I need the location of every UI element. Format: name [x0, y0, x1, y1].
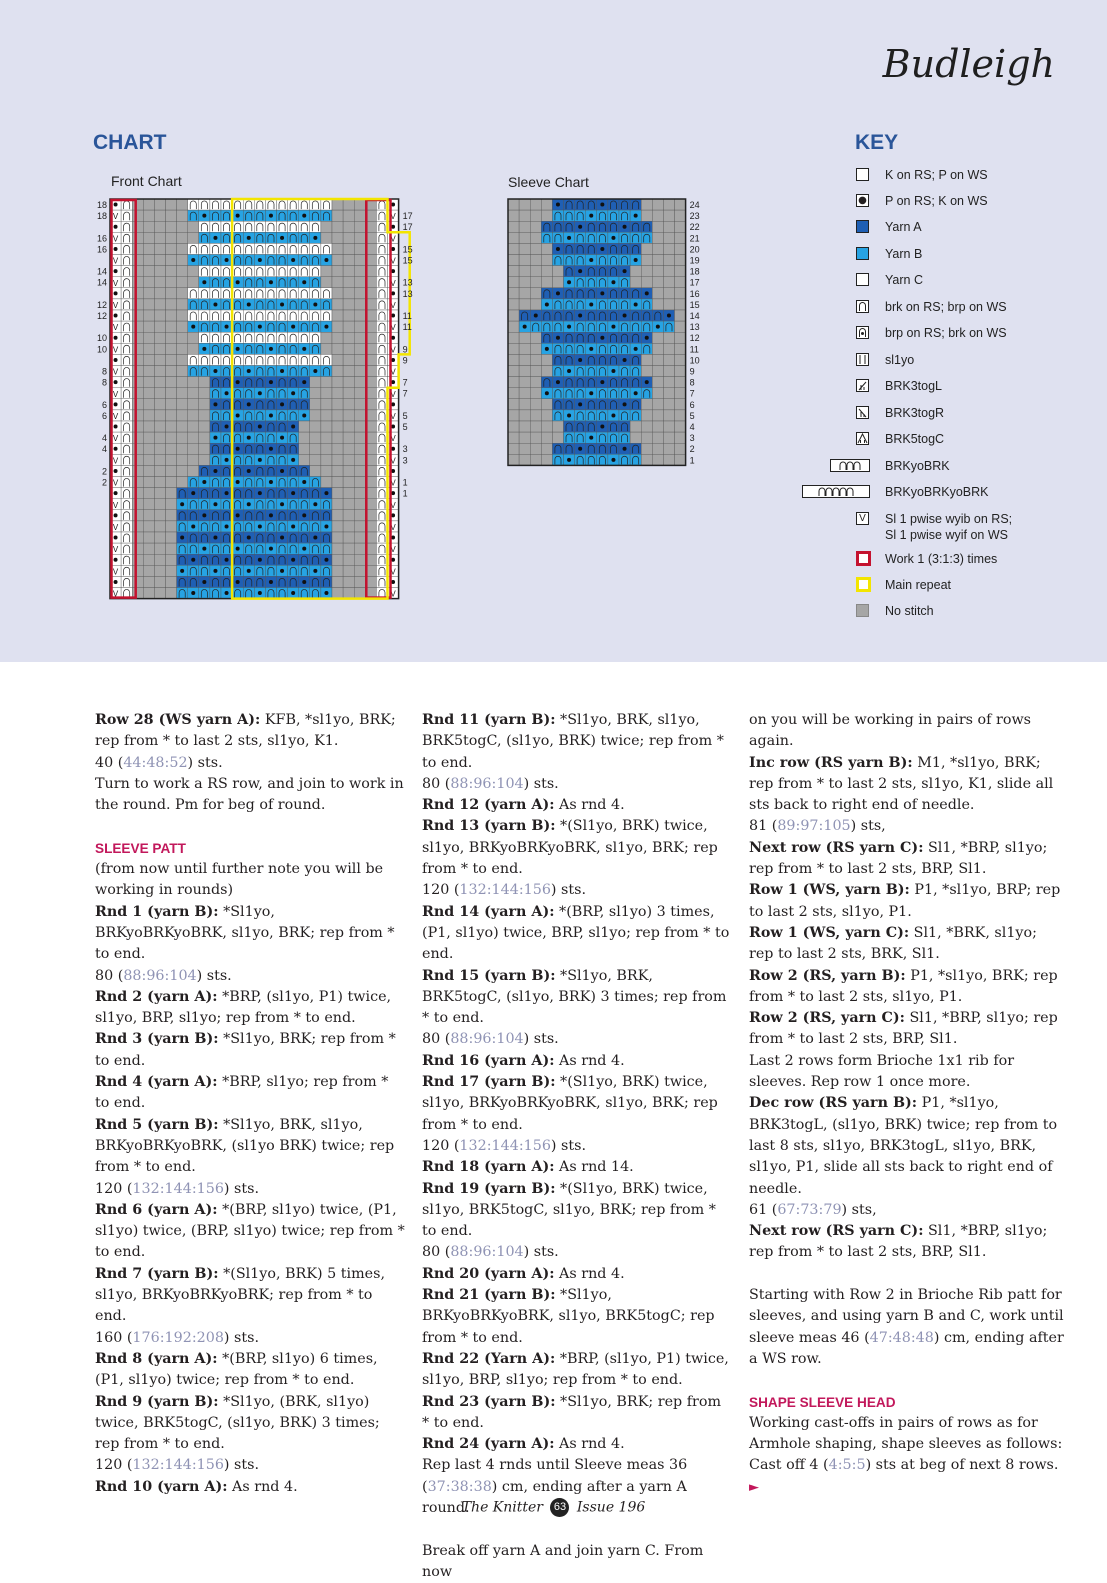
svg-text:V: V	[390, 589, 396, 599]
front-row-number: 6	[101, 399, 107, 410]
svg-text:V: V	[112, 278, 119, 288]
chart-heading: CHART	[93, 131, 167, 154]
key-item-brk3togl: BRK3togL	[798, 373, 1068, 399]
sleeve-row-number: 7	[689, 388, 695, 399]
front-row-number: 5	[402, 422, 408, 432]
sleeve-row-number: 22	[689, 222, 700, 233]
front-row-number: 15	[402, 255, 413, 266]
issue-number: Issue 196	[576, 1499, 646, 1516]
shape-sleeve-head-heading: SHAPE SLEEVE HEAD	[749, 1394, 896, 1410]
stitch-count: 120 (132:144:156) sts.	[422, 1137, 587, 1154]
svg-text:V: V	[390, 545, 396, 555]
rnd-13: Rnd 13 (yarn B): *(Sl1yo, BRK) twice, sl1yo, BRKyoBRKyoBRK, sl1yo, BRK; rep from * to end.	[422, 818, 718, 878]
front-row-number: 13	[402, 288, 413, 299]
continue-note: on you will be working in pairs of rows again.	[749, 712, 1032, 750]
svg-text:V: V	[390, 301, 396, 310]
front-row-number: 10	[96, 333, 107, 344]
magazine-name: The Knitter	[461, 1499, 543, 1516]
svg-text:V: V	[390, 256, 396, 266]
front-row-number: 8	[101, 377, 107, 388]
key-item-brk3togr: BRK3togR	[798, 400, 1068, 426]
sleeve-chart-cells	[508, 199, 686, 465]
yarn-a-swatch-icon	[856, 220, 869, 233]
sleeve-row-number: 12	[689, 333, 700, 344]
sleeve-row-number: 14	[689, 311, 700, 321]
sleeve-row-number: 15	[689, 299, 700, 310]
svg-text:V: V	[112, 434, 119, 444]
svg-text:V: V	[390, 456, 396, 466]
front-row-number: 18	[96, 211, 107, 222]
rnd-20: Rnd 20 (yarn A): As rnd 4.	[422, 1265, 625, 1282]
rnd-12: Rnd 12 (yarn A): As rnd 4.	[422, 797, 625, 814]
svg-text:V: V	[112, 567, 119, 577]
svg-text:V: V	[112, 478, 119, 488]
svg-text:V: V	[390, 500, 396, 510]
front-row-number: 17	[402, 222, 413, 233]
front-row-number: 5	[402, 410, 408, 421]
svg-text:V: V	[112, 412, 119, 421]
svg-text:V: V	[390, 345, 396, 355]
rnd-24: Rnd 24 (yarn A): As rnd 4.	[422, 1436, 625, 1453]
wide-three-stitch-icon	[830, 459, 870, 472]
sleeve-chart	[500, 190, 715, 475]
text-column-2	[422, 710, 732, 1583]
rnd-8: Rnd 8 (yarn A): *(BRP, sl1yo) 6 times, (P1, sl1yo) twice; rep from * to end.	[95, 1350, 378, 1389]
front-row-number: 11	[402, 322, 412, 333]
sleeve-row-number: 24	[689, 200, 700, 210]
sleeve-row-number: 8	[689, 377, 695, 388]
front-row-number: 18	[96, 200, 107, 210]
right-decrease-icon	[856, 406, 869, 419]
front-row-number: 16	[96, 244, 107, 255]
key-item-yarn-b: Yarn B	[798, 241, 1068, 267]
sleeve-row-number: 17	[689, 277, 700, 288]
svg-text:V: V	[390, 367, 396, 377]
front-row-number: 4	[101, 433, 107, 444]
front-row-number: 1	[402, 488, 408, 499]
yarn-c-swatch-icon	[856, 273, 869, 286]
rounds-note: (from now until further note you will be working in rounds)	[95, 861, 384, 899]
front-chart	[85, 190, 480, 610]
svg-text:V: V	[112, 323, 119, 333]
sleeve-row-number: 5	[689, 410, 695, 421]
stitch-count: 160 (176:192:208) sts.	[95, 1329, 260, 1346]
stitch-count: 120 (132:144:156) sts.	[422, 882, 587, 899]
front-row-number: 12	[96, 299, 107, 310]
rnd-16: Rnd 16 (yarn A): As rnd 4.	[422, 1052, 625, 1069]
stitch-count: 120 (132:144:156) sts.	[95, 1457, 260, 1474]
red-outline-icon	[856, 551, 871, 566]
rnd-11: Rnd 11 (yarn B): *Sl1yo, BRK, sl1yo, BRK5togC, (sl1yo, BRK) twice; rep from * to end.	[422, 712, 724, 771]
svg-text:V: V	[390, 412, 396, 421]
front-row-number: 4	[101, 444, 107, 455]
repeat-note: Rep last 4 rnds until Sleeve meas 36 (37:38:38) cm, ending after a yarn A round.	[422, 1457, 688, 1516]
svg-text:V: V	[112, 523, 119, 532]
front-row-number: 2	[101, 466, 107, 477]
yellow-outline-icon	[856, 577, 871, 592]
stitch-count: 80 (88:96:104) sts.	[422, 1031, 559, 1048]
svg-text:V: V	[112, 234, 119, 244]
arch-symbol-icon	[856, 300, 869, 313]
key-item-brk: brk on RS; brp on WS	[798, 294, 1068, 320]
left-decrease-icon	[856, 379, 869, 392]
rnd-1: Rnd 1 (yarn B): *Sl1yo, BRKyoBRKyoBRK, sl1yo, BRK; rep from * to end.	[95, 903, 395, 963]
rnd-6: Rnd 6 (yarn A): *(BRP, sl1yo) twice, (P1, sl1yo) twice, (BRP, sl1yo) twice; rep from * to end.	[95, 1201, 405, 1261]
rnd-15: Rnd 15 (yarn B): *Sl1yo, BRK, BRK5togC, (sl1yo, BRK) 3 times; rep from * to end.	[422, 967, 727, 1027]
rnd-3: Rnd 3 (yarn B): *Sl1yo, BRK; rep from * to end.	[95, 1031, 396, 1069]
page-footer	[0, 1498, 1107, 1517]
key-item-sl1-pwise: V Sl 1 pwise wyib on RS; Sl 1 pwise wyif on WS	[798, 506, 1068, 542]
key-item-no-stitch: No stitch	[798, 598, 1068, 624]
sleeve-chart-label: Sleeve Chart	[508, 174, 589, 190]
key-item-brp: brp on RS; brk on WS	[798, 320, 1068, 346]
front-chart-cells	[110, 199, 399, 599]
sleeve-row-number: 6	[689, 399, 695, 410]
svg-text:V: V	[112, 256, 119, 266]
svg-text:V: V	[390, 234, 396, 244]
svg-text:V: V	[112, 589, 119, 599]
rnd-22: Rnd 22 (Yarn A): *BRP, (sl1yo, P1) twice, sl1yo, BRP, sl1yo; rep from * to end.	[422, 1350, 729, 1389]
svg-text:V: V	[390, 523, 396, 532]
stitch-count: 81 (89:97:105) sts,	[749, 818, 886, 835]
text-column-1	[95, 710, 405, 1498]
svg-text:V: V	[112, 500, 119, 510]
key-heading: KEY	[855, 131, 899, 154]
front-row-number: 1	[402, 477, 408, 488]
row-2-yarn-b: Row 2 (RS, yarn B): P1, *sl1yo, BRK; rep from * to last 2 sts, sl1yo, P1.	[749, 967, 1058, 1005]
stitch-count: 80 (88:96:104) sts.	[422, 1244, 559, 1261]
key-item-yarn-a: Yarn A	[798, 214, 1068, 240]
sleeve-row-number: 11	[689, 344, 699, 355]
inc-row: Inc row (RS yarn B): M1, *sl1yo, BRK; rep from * to last 2 sts, sl1yo, K1, slide all sts back to right end of needle.	[749, 754, 1054, 814]
front-row-number: 14	[96, 266, 107, 277]
key-item-brk5togc: BRK5togC	[798, 426, 1068, 452]
front-chart-label: Front Chart	[111, 173, 182, 189]
svg-text:V: V	[112, 545, 119, 555]
sleeve-row-number: 1	[689, 455, 695, 466]
front-row-number: 6	[101, 410, 107, 421]
arch-dot-symbol-icon	[856, 326, 869, 339]
blank-symbol-icon	[856, 168, 869, 181]
stitch-count: 80 (88:96:104) sts.	[95, 967, 232, 984]
sleeve-row-number: 3	[689, 433, 695, 444]
sleeve-length-note: Starting with Row 2 in Brioche Rib patt for sleeves, and using yarn B and C, work until sleeve meas 46 (47:48:48) cm, ending after a WS row.	[749, 1287, 1064, 1367]
key-item-yarn-c: Yarn C	[798, 267, 1068, 293]
front-row-number: 13	[402, 277, 413, 288]
rnd-19: Rnd 19 (yarn B): *(Sl1yo, BRK) twice, sl1yo, BRK5togC, sl1yo, BRK; rep from * to end.	[422, 1180, 716, 1240]
row-1-yarn-b: Row 1 (WS, yarn B): P1, *sl1yo, BRP; rep to last 2 sts, sl1yo, P1.	[749, 882, 1061, 920]
text-column-3	[749, 710, 1064, 1498]
next-row: Next row (RS yarn C): Sl1, *BRP, sl1yo; rep from * to last 2 sts, BRP, Sl1.	[749, 839, 1048, 878]
yarn-b-swatch-icon	[856, 247, 869, 260]
front-row-number: 12	[96, 311, 107, 321]
rnd-17: Rnd 17 (yarn B): *(Sl1yo, BRK) twice, sl1yo, BRKyoBRKyoBRK, sl1yo, BRK; rep from * to end.	[422, 1074, 718, 1133]
svg-text:V: V	[112, 345, 119, 355]
key-item-sl1yo: sl1yo	[798, 347, 1068, 373]
front-row-number: 15	[402, 244, 413, 255]
sleeve-row-number: 16	[689, 288, 700, 299]
shape-note: Working cast-offs in pairs of rows as for Armhole shaping, shape sleeves as follows: Cast off 4 (4:5:5) sts at beg of next 8 rows. ►	[749, 1414, 1063, 1495]
front-row-number: 2	[101, 477, 107, 488]
key-item-red-outline: Work 1 (3:1:3) times	[798, 546, 1068, 572]
sleeve-row-number: 18	[689, 266, 700, 277]
svg-text:V: V	[390, 567, 396, 577]
sleeve-row-number: 2	[689, 444, 695, 455]
rnd-5: Rnd 5 (yarn B): *Sl1yo, BRK, sl1yo, BRKyoBRKyoBRK, (sl1yo BRK) twice; rep from * to end.	[95, 1116, 395, 1176]
sleeve-row-number: 4	[689, 422, 695, 432]
row-1-yarn-c: Row 1 (WS, yarn C): Sl1, *BRK, sl1yo; rep to last 2 sts, BRK, Sl1.	[749, 924, 1037, 963]
sleeve-row-number: 21	[689, 233, 700, 244]
svg-text:V: V	[112, 367, 119, 377]
key-item-yellow-outline: Main repeat	[798, 572, 1068, 598]
turn-note: Turn to work a RS row, and join to work in the round. Pm for beg of round.	[95, 775, 404, 814]
key-item-brkyobrkyobrk: BRKyoBRKyoBRK	[798, 479, 1068, 505]
stitch-count: 80 (88:96:104) sts.	[422, 775, 559, 792]
sleeve-row-number: 19	[689, 255, 700, 266]
slip-bars-icon	[856, 353, 869, 366]
stitch-count: 40 (44:48:52) sts.	[95, 754, 223, 771]
front-row-number: 3	[402, 444, 408, 455]
v-symbol-icon: V	[856, 512, 869, 525]
stitch-count: 61 (67:73:79) sts,	[749, 1201, 877, 1218]
wide-five-stitch-icon	[802, 485, 870, 498]
sleeve-row-number: 20	[689, 244, 700, 255]
key-item-p: ● P on RS; K on WS	[798, 188, 1068, 214]
svg-text:V: V	[390, 389, 396, 399]
front-row-number: 3	[402, 455, 408, 466]
row-28: Row 28 (WS yarn A): KFB, *sl1yo, BRK; rep from * to last 2 sts, sl1yo, K1.	[95, 712, 396, 750]
front-row-number: 7	[402, 388, 408, 399]
front-row-number: 9	[402, 355, 408, 366]
front-row-number: 10	[96, 344, 107, 355]
sleeve-row-number: 9	[689, 366, 695, 377]
svg-text:V: V	[390, 278, 396, 288]
rnd-10: Rnd 10 (yarn A): As rnd 4.	[95, 1478, 298, 1495]
row-2-yarn-c: Row 2 (RS, yarn C): Sl1, *BRP, sl1yo; rep from * to last 2 sts, BRP, Sl1.	[749, 1010, 1058, 1048]
key-item-brkyobrk: BRKyoBRK	[798, 453, 1068, 479]
rnd-9: Rnd 9 (yarn B): *Sl1yo, (BRK, sl1yo) twice, BRK5togC, (sl1yo, BRK) 3 times; rep from * to end.	[95, 1393, 380, 1453]
dot-symbol-icon: ●	[856, 194, 869, 207]
rnd-21: Rnd 21 (yarn B): *Sl1yo, BRKyoBRKyoBRK, sl1yo, BRK5togC; rep from * to end.	[422, 1287, 715, 1346]
page-number: 63	[550, 1498, 569, 1517]
next-row: Next row (RS yarn C): Sl1, *BRP, sl1yo; rep from * to last 2 sts, BRP, Sl1.	[749, 1223, 1048, 1261]
grey-swatch-icon	[856, 604, 869, 617]
rib-note: Last 2 rows form Brioche 1x1 rib for sleeves. Rep row 1 once more.	[749, 1052, 1015, 1091]
svg-text:V: V	[112, 301, 119, 310]
front-row-number: 9	[402, 344, 408, 355]
front-row-number: 17	[402, 211, 413, 222]
svg-text:V: V	[112, 212, 119, 222]
front-row-number: 7	[402, 377, 408, 388]
sleeve-row-number: 23	[689, 211, 700, 222]
rnd-14: Rnd 14 (yarn A): *(BRP, sl1yo) 3 times, (P1, sl1yo) twice, BRP, sl1yo; rep from * to end.	[422, 903, 730, 963]
front-row-number: 14	[96, 277, 107, 288]
stitch-count: 120 (132:144:156) sts.	[95, 1180, 260, 1197]
front-row-number: 11	[402, 311, 412, 321]
dec-row: Dec row (RS yarn B): P1, *sl1yo, BRK3togL, (sl1yo, BRK) twice; rep from to last 8 sts, sl1yo, BRK3togL, sl1yo, BRK, sl1yo, P1, slide all sts back to right end of needle.	[749, 1095, 1058, 1197]
svg-text:V: V	[390, 478, 396, 488]
svg-text:V: V	[390, 212, 396, 222]
rnd-18: Rnd 18 (yarn A): As rnd 14.	[422, 1159, 634, 1176]
rnd-4: Rnd 4 (yarn A): *BRP, sl1yo; rep from * to end.	[95, 1074, 389, 1112]
centre-decrease-icon	[856, 432, 869, 445]
sleeve-row-number: 10	[689, 355, 700, 366]
rnd-2: Rnd 2 (yarn A): *BRP, (sl1yo, P1) twice, sl1yo, BRP, sl1yo; rep from * to end.	[95, 988, 392, 1027]
svg-text:V: V	[112, 389, 119, 399]
svg-text:V: V	[390, 323, 396, 333]
rnd-23: Rnd 23 (yarn B): *Sl1yo, BRK; rep from * to end.	[422, 1393, 722, 1431]
break-yarn-note: Break off yarn A and join yarn C. From now	[422, 1542, 704, 1580]
page-title: Budleigh	[882, 42, 1055, 86]
key-item-k: K on RS; P on WS	[798, 162, 1068, 188]
sleeve-patt-heading: SLEEVE PATT	[95, 840, 186, 856]
sleeve-row-number: 13	[689, 322, 700, 333]
rnd-7: Rnd 7 (yarn B): *(Sl1yo, BRK) 5 times, sl1yo, BRKyoBRKyoBRK; rep from * to end.	[95, 1265, 385, 1325]
continue-arrow-icon: ►	[749, 1479, 759, 1495]
svg-text:V: V	[390, 434, 396, 444]
front-row-number: 8	[101, 366, 107, 377]
front-row-number: 16	[96, 233, 107, 244]
svg-text:V: V	[112, 456, 119, 466]
